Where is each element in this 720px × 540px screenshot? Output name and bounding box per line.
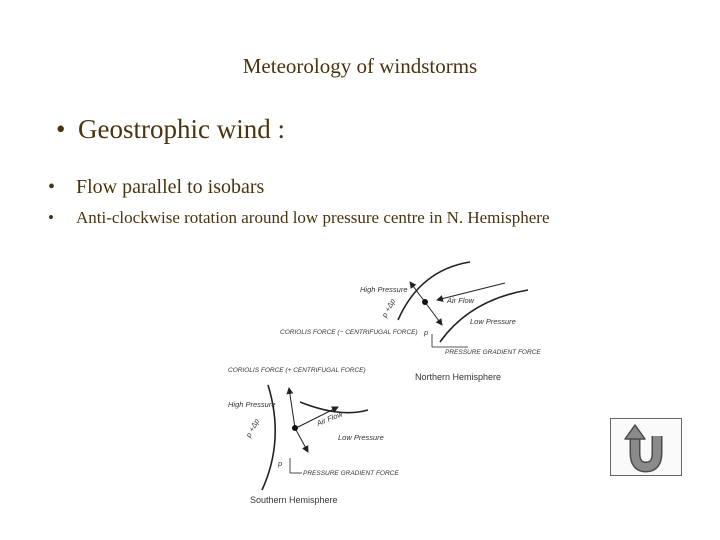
label-p-south: p (278, 459, 283, 468)
label-coriolis-force-south: CORIOLIS FORCE (+ CENTRIFUGAL FORCE) (228, 367, 366, 374)
northern-hemisphere-diagram (280, 262, 541, 382)
caption-northern-hemisphere: Northern Hemisphere (415, 372, 502, 382)
pressure-gradient-arrow-north (425, 302, 442, 325)
caption-southern-hemisphere: Southern Hemisphere (250, 495, 338, 505)
isobar-high-north (398, 262, 470, 320)
label-air-flow-south: Air Flow (315, 409, 344, 428)
slide-title: Meteorology of windstorms (242, 54, 478, 78)
southern-hemisphere-diagram (228, 367, 399, 505)
label-p-north: p (424, 328, 429, 337)
label-pressure-gradient-force-north: PRESSURE GRADIENT FORCE (445, 349, 541, 356)
label-low-pressure-north: Low Pressure (470, 317, 516, 326)
label-pressure-gradient-force-south: PRESSURE GRADIENT FORCE (303, 470, 399, 477)
bullet-text: Anti-clockwise rotation around low pressure centre in N. Hemisphere (76, 208, 550, 227)
label-p-plus-dp-north: p +Δp (379, 297, 398, 319)
label-high-pressure-north: High Pressure (360, 285, 408, 294)
coriolis-arrow-south (289, 388, 295, 428)
bullet-text: Flow parallel to isobars (76, 176, 265, 198)
bullet-marker: • (48, 176, 56, 198)
u-turn-return-icon (611, 419, 681, 475)
label-air-flow-north: Air Flow (447, 296, 475, 305)
label-p-plus-dp-south: p +Δp (243, 417, 262, 439)
label-low-pressure-south: Low Pressure (338, 433, 384, 442)
heading-text: Geostrophic wind : (78, 114, 285, 144)
label-high-pressure-south: High Pressure (228, 400, 276, 409)
pressure-gradient-arrow-south (295, 428, 308, 452)
bullet-marker: • (48, 208, 54, 227)
return-button[interactable] (610, 418, 682, 476)
heading-bullet: • (56, 114, 66, 144)
parcel-north (422, 299, 428, 305)
parcel-south (292, 425, 298, 431)
label-coriolis-force-north: CORIOLIS FORCE (− CENTRIFUGAL FORCE) (280, 329, 418, 336)
